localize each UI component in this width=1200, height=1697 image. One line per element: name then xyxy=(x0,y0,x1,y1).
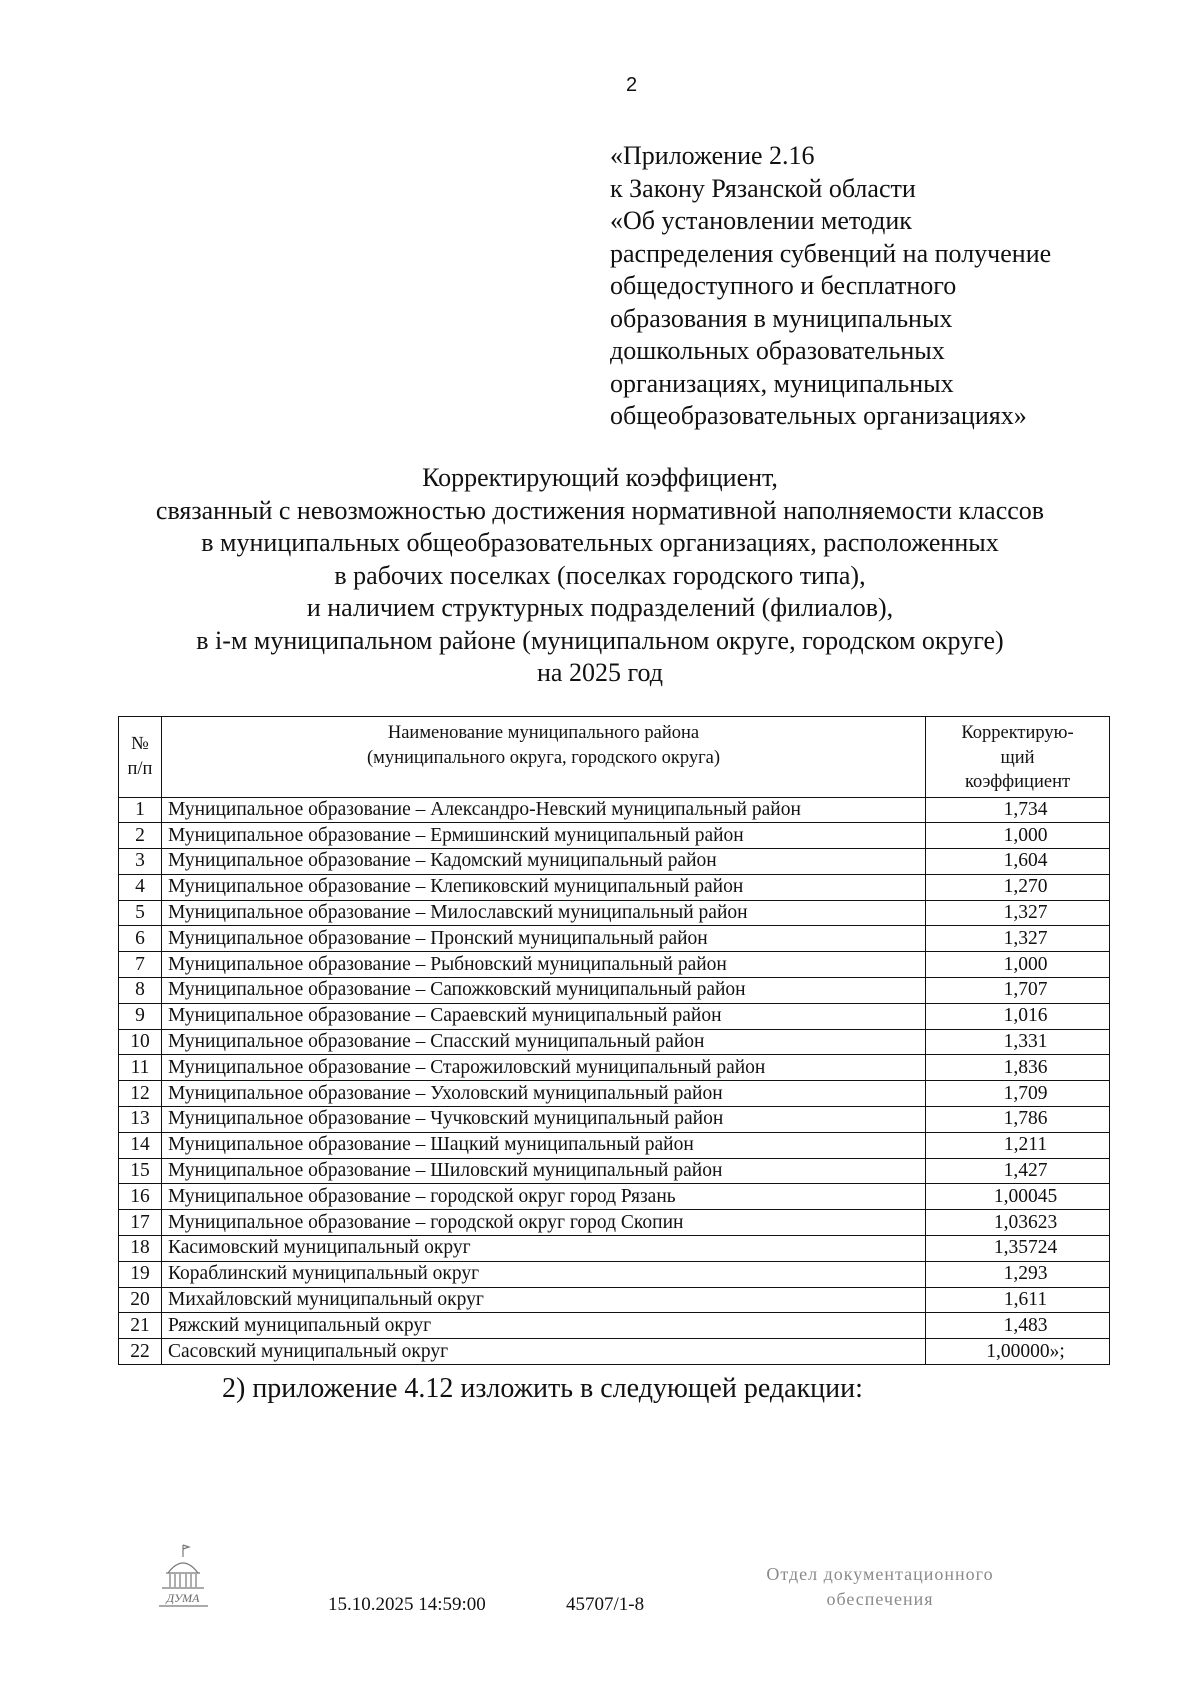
row-name: Касимовский муниципальный округ xyxy=(162,1236,926,1262)
row-name: Муниципальное образование – Клепиковский муниципальный район xyxy=(162,874,926,900)
row-name: Муниципальное образование – Чучковский муниципальный район xyxy=(162,1107,926,1133)
row-coefficient: 1,211 xyxy=(926,1132,1110,1158)
table-row xyxy=(119,849,1110,875)
row-coefficient: 1,016 xyxy=(926,1003,1110,1029)
row-name: Михайловский муниципальный округ xyxy=(162,1287,926,1313)
row-coefficient: 1,836 xyxy=(926,1055,1110,1081)
table-row xyxy=(119,1184,1110,1210)
row-name: Муниципальное образование – Пронский муниципальный район xyxy=(162,926,926,952)
row-coefficient: 1,604 xyxy=(926,849,1110,875)
row-number: 8 xyxy=(119,978,162,1004)
header-coefficient-line: щий xyxy=(1000,747,1035,768)
table-row xyxy=(119,1313,1110,1339)
table-row xyxy=(119,926,1110,952)
header-name-line: (муниципального округа, городского округа) xyxy=(366,747,721,768)
appendix-line: организациях, муниципальных xyxy=(610,368,954,398)
appendix-line: общеобразовательных организациях» xyxy=(610,401,1027,430)
row-name: Муниципальное образование – Сапожковский муниципальный район xyxy=(162,978,926,1004)
row-coefficient: 1,293 xyxy=(926,1261,1110,1287)
row-name: Муниципальное образование – Сараевский муниципальный район xyxy=(162,1003,926,1029)
row-number: 6 xyxy=(119,926,162,952)
duma-logo-icon xyxy=(156,1543,212,1609)
row-coefficient: 1,611 xyxy=(926,1287,1110,1313)
header-coefficient xyxy=(926,717,1110,798)
row-coefficient: 1,000 xyxy=(926,823,1110,849)
row-number: 18 xyxy=(119,1236,162,1262)
stamp-line: обеспечения xyxy=(826,1589,934,1609)
row-coefficient: 1,734 xyxy=(926,797,1110,823)
row-name: Муниципальное образование – городской округ город Скопин xyxy=(162,1210,926,1236)
row-name: Муниципальное образование – Старожиловский муниципальный район xyxy=(162,1055,926,1081)
row-number: 5 xyxy=(119,900,162,926)
appendix-line: «Об установлении методик xyxy=(610,206,912,235)
row-number: 4 xyxy=(119,874,162,900)
table-row xyxy=(119,1261,1110,1287)
table-row xyxy=(119,952,1110,978)
department-stamp xyxy=(730,1562,1030,1612)
row-number: 20 xyxy=(119,1287,162,1313)
table-row xyxy=(119,1339,1110,1365)
document-title xyxy=(120,462,1080,690)
appendix-line: общедоступного и бесплатного xyxy=(610,271,957,300)
row-number: 16 xyxy=(119,1184,162,1210)
row-number: 9 xyxy=(119,1003,162,1029)
title-line: в рабочих поселках (поселках городского типа), xyxy=(334,560,866,590)
row-number: 10 xyxy=(119,1029,162,1055)
table-row xyxy=(119,1081,1110,1107)
row-coefficient: 1,709 xyxy=(926,1081,1110,1107)
row-name: Муниципальное образование – Ухоловский муниципальный район xyxy=(162,1081,926,1107)
header-number-line: п/п xyxy=(127,758,153,779)
row-coefficient: 1,327 xyxy=(926,926,1110,952)
row-number: 21 xyxy=(119,1313,162,1339)
row-coefficient: 1,00045 xyxy=(926,1184,1110,1210)
row-number: 2 xyxy=(119,823,162,849)
row-name: Муниципальное образование – Рыбновский муниципальный район xyxy=(162,952,926,978)
row-number: 19 xyxy=(119,1261,162,1287)
row-coefficient: 1,707 xyxy=(926,978,1110,1004)
appendix-line: распределения субвенций на получение xyxy=(610,238,1052,268)
row-coefficient: 1,03623 xyxy=(926,1210,1110,1236)
row-number: 11 xyxy=(119,1055,162,1081)
appendix-line: к Закону Рязанской области xyxy=(610,173,916,203)
row-coefficient: 1,35724 xyxy=(926,1236,1110,1262)
row-number: 13 xyxy=(119,1107,162,1133)
table-row xyxy=(119,1055,1110,1081)
footer-registration-number: 45707/1-8 xyxy=(566,1594,645,1615)
row-number: 1 xyxy=(119,797,162,823)
table-row xyxy=(119,1003,1110,1029)
table-row xyxy=(119,1287,1110,1313)
row-coefficient: 1,786 xyxy=(926,1107,1110,1133)
row-number: 22 xyxy=(119,1339,162,1365)
title-line: на 2025 год xyxy=(537,658,663,687)
table-row xyxy=(119,1029,1110,1055)
row-name: Муниципальное образование – Шацкий муниципальный район xyxy=(162,1132,926,1158)
row-name: Муниципальное образование – Александро-Невский муниципальный район xyxy=(162,797,926,823)
table-row xyxy=(119,1107,1110,1133)
title-line: связанный с невозможностью достижения нормативной наполняемости классов xyxy=(155,495,1045,525)
amendment-text: 2) приложение 4.12 изложить в следующей редакции: xyxy=(222,1373,863,1404)
table-row xyxy=(119,1158,1110,1184)
row-number: 7 xyxy=(119,952,162,978)
stamp-line: Отдел документационного xyxy=(766,1564,994,1584)
appendix-line: дошкольных образовательных xyxy=(610,336,945,365)
row-coefficient: 1,327 xyxy=(926,900,1110,926)
appendix-reference xyxy=(610,140,1130,433)
row-number: 17 xyxy=(119,1210,162,1236)
title-line: в муниципальных общеобразовательных организациях, расположенных xyxy=(201,528,999,557)
header-coefficient-line: коэффициент xyxy=(964,772,1071,792)
header-name-line: Наименование муниципального района xyxy=(387,723,700,743)
table-row xyxy=(119,900,1110,926)
table-row xyxy=(119,874,1110,900)
table-row xyxy=(119,823,1110,849)
row-name: Ряжский муниципальный округ xyxy=(162,1313,926,1339)
row-name: Кораблинский муниципальный округ xyxy=(162,1261,926,1287)
row-number: 3 xyxy=(119,849,162,875)
row-number: 15 xyxy=(119,1158,162,1184)
row-number: 14 xyxy=(119,1132,162,1158)
table-row xyxy=(119,797,1110,823)
header-coefficient-line: Корректирую- xyxy=(961,723,1074,743)
header-number-line: № xyxy=(131,734,149,755)
title-line: Корректирующий коэффициент, xyxy=(422,463,778,492)
coefficient-table xyxy=(118,716,1110,1365)
header-number xyxy=(119,717,162,798)
page-number: 2 xyxy=(626,74,638,96)
appendix-line: образования в муниципальных xyxy=(610,303,953,333)
table-row xyxy=(119,978,1110,1004)
logo-text: ДУМА xyxy=(166,1591,200,1605)
row-name: Муниципальное образование – Спасский муниципальный район xyxy=(162,1029,926,1055)
title-line: в i-м муниципальном районе (муниципальном округе, городском округе) xyxy=(196,625,1004,655)
row-name: Сасовский муниципальный округ xyxy=(162,1339,926,1365)
header-name xyxy=(162,717,926,798)
row-coefficient: 1,270 xyxy=(926,874,1110,900)
row-name: Муниципальное образование – Милославский муниципальный район xyxy=(162,900,926,926)
appendix-line: «Приложение 2.16 xyxy=(610,141,815,170)
row-name: Муниципальное образование – Ермишинский муниципальный район xyxy=(162,823,926,849)
row-name: Муниципальное образование – Шиловский муниципальный район xyxy=(162,1158,926,1184)
row-coefficient: 1,427 xyxy=(926,1158,1110,1184)
table-header-row xyxy=(119,717,1110,798)
row-coefficient: 1,331 xyxy=(926,1029,1110,1055)
row-coefficient: 1,483 xyxy=(926,1313,1110,1339)
row-number: 12 xyxy=(119,1081,162,1107)
table-row xyxy=(119,1236,1110,1262)
footer-datetime: 15.10.2025 14:59:00 xyxy=(328,1594,486,1615)
row-coefficient: 1,00000»; xyxy=(926,1339,1110,1365)
table-row xyxy=(119,1132,1110,1158)
title-line: и наличием структурных подразделений (филиалов), xyxy=(306,593,894,622)
table-row xyxy=(119,1210,1110,1236)
row-coefficient: 1,000 xyxy=(926,952,1110,978)
row-name: Муниципальное образование – городской округ город Рязань xyxy=(162,1184,926,1210)
row-name: Муниципальное образование – Кадомский муниципальный район xyxy=(162,849,926,875)
